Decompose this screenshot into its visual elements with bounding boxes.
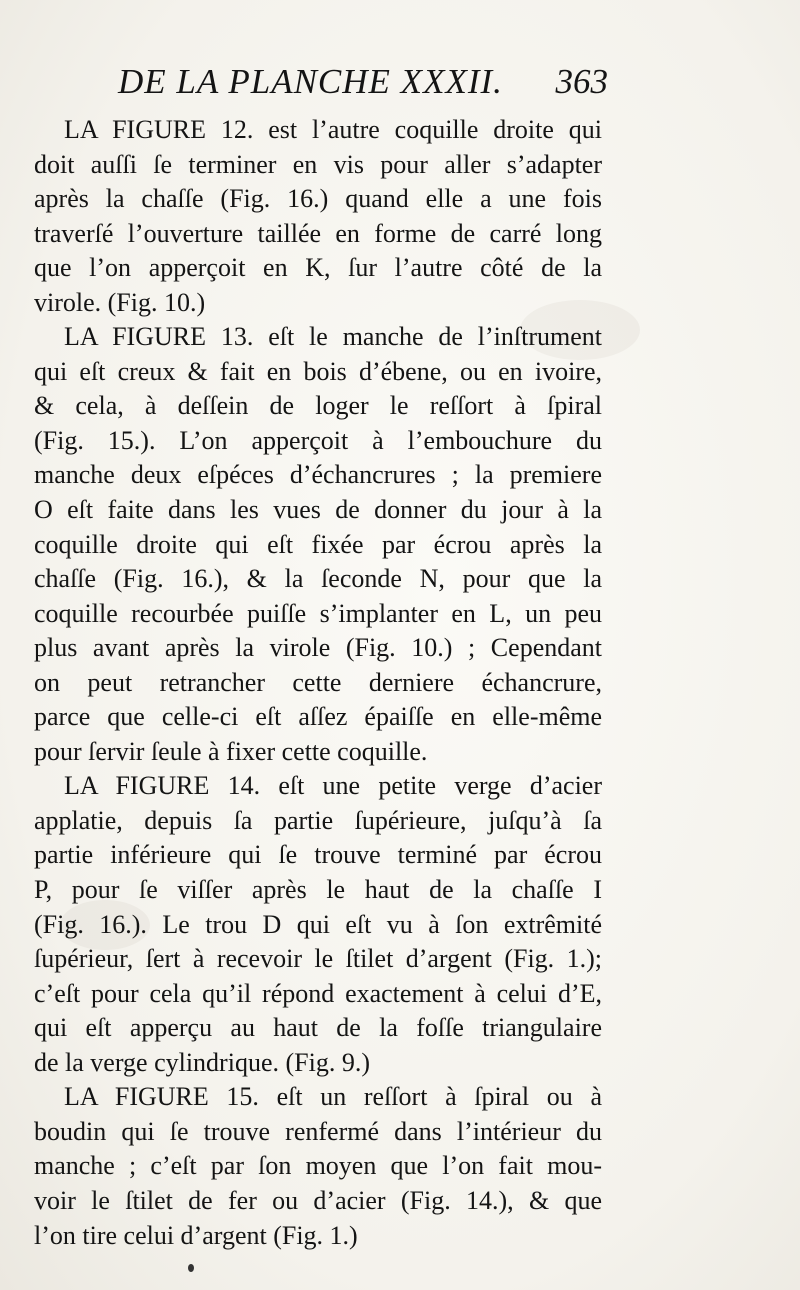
text-line: LA FIGURE 14. eſt une petite verge d’acier bbox=[64, 771, 602, 801]
text-line: parce que celle-ci eſt aſſez épaiſſe en elle-même bbox=[34, 702, 602, 732]
text-line: l’on tire celui d’argent (Fig. 1.) bbox=[34, 1220, 358, 1250]
text-line: LA FIGURE 15. eſt un reſſort à ſpiral ou à bbox=[64, 1082, 602, 1112]
text-line: O eſt faite dans les vues de donner du jour à la bbox=[34, 495, 602, 525]
text-line: partie inférieure qui ſe trouve terminé par écrou bbox=[34, 840, 602, 870]
ink-speck bbox=[186, 1262, 196, 1274]
text-line: qui eſt creux & fait en bois d’ébene, ou en ivoire, bbox=[34, 356, 602, 386]
text-line: plus avant après la virole (Fig. 10.) ; Cependant bbox=[34, 633, 602, 663]
text-line: c’eſt pour cela qu’il répond exactement à celui d’E, bbox=[34, 978, 602, 1008]
page-number: 363 bbox=[555, 62, 608, 101]
text-line: LA FIGURE 13. eſt le manche de l’inſtrument bbox=[64, 322, 602, 352]
text-line: applatie, depuis ſa partie ſupérieure, juſqu’à ſa bbox=[34, 805, 602, 835]
text-line: LA FIGURE 12. est l’autre coquille droite qui bbox=[64, 115, 602, 144]
text-line: manche ; c’eſt par ſon moyen que l’on fait mou- bbox=[34, 1151, 602, 1181]
text-line: qui eſt apperçu au haut de la foſſe triangulaire bbox=[34, 1013, 602, 1043]
text-line: doit auſſi ſe terminer en vis pour aller s’adapter bbox=[34, 149, 602, 179]
text-line: de la verge cylindrique. (Fig. 9.) bbox=[34, 1047, 370, 1077]
body-text bbox=[34, 113, 602, 1253]
text-line: (Fig. 15.). L’on apperçoit à l’embouchure du bbox=[34, 425, 602, 455]
text-line: (Fig. 16.). Le trou D qui eſt vu à ſon extrêmité bbox=[34, 909, 602, 939]
running-head bbox=[118, 62, 608, 110]
text-line: on peut retrancher cette derniere échancrure, bbox=[34, 667, 602, 697]
text-line: que l’on apperçoit en K, ſur l’autre côté de la bbox=[34, 253, 602, 283]
text-line: après la chaſſe (Fig. 16.) quand elle a une fois bbox=[34, 184, 602, 214]
text-line: coquille recourbée puiſſe s’implanter en L, un peu bbox=[34, 598, 602, 628]
text-line: pour ſervir ſeule à fixer cette coquille. bbox=[34, 736, 428, 766]
text-line: boudin qui ſe trouve renfermé dans l’intérieur du bbox=[34, 1116, 602, 1146]
text-line: virole. (Fig. 10.) bbox=[34, 287, 206, 317]
text-line: manche deux eſpéces d’échancrures ; la premiere bbox=[34, 460, 602, 490]
text-line: voir le ſtilet de fer ou d’acier (Fig. 14.), & que bbox=[34, 1185, 602, 1215]
running-title: DE LA PLANCHE XXXII. bbox=[118, 62, 503, 101]
text-line: P, pour ſe viſſer après le haut de la chaſſe I bbox=[34, 875, 602, 905]
text-line: & cela, à deſſein de loger le reſſort à ſpiral bbox=[34, 391, 602, 421]
text-line: traverſé l’ouverture taillée en forme de carré long bbox=[34, 218, 602, 248]
text-line: chaſſe (Fig. 16.), & la ſeconde N, pour que la bbox=[34, 564, 602, 594]
text-line: ſupérieur, ſert à recevoir le ſtilet d’argent (Fig. 1.); bbox=[34, 944, 602, 974]
text-line: coquille droite qui eſt fixée par écrou après la bbox=[34, 529, 602, 559]
